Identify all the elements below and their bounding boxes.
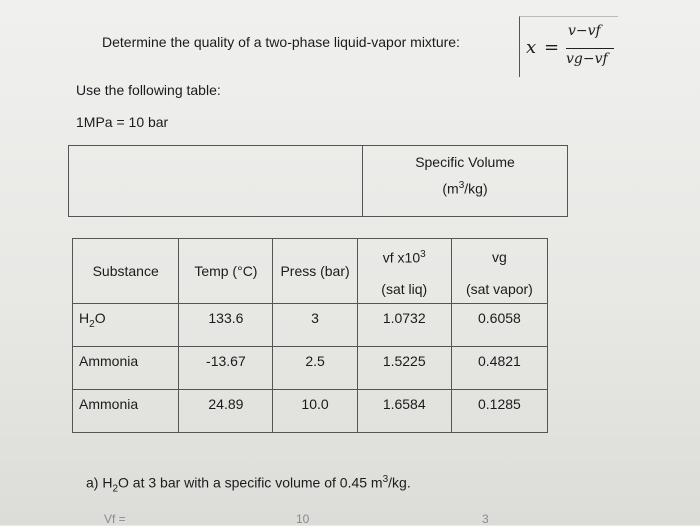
header-box-specific-volume-cell xyxy=(363,146,568,217)
cell-temp: -13.67 xyxy=(179,347,273,390)
header-vg: vg xyxy=(451,239,547,276)
instruction-text: Use the following table: xyxy=(76,82,221,98)
cell-substance: Ammonia xyxy=(73,390,179,433)
property-table xyxy=(72,238,548,433)
cell-substance: $H_2O$ xyxy=(73,304,179,347)
cell-vf: 1.5225 xyxy=(357,347,451,390)
cell-press: 3 xyxy=(273,304,357,347)
header-vf-sub: (sat liq) xyxy=(357,275,451,304)
header-box-empty-cell xyxy=(69,146,363,217)
formula-equals: = xyxy=(544,37,560,58)
question-a: a) $H_2O$ at 3 bar with a specific volume of 0.45 $m^3/kg$. xyxy=(86,474,411,495)
cell-temp: 24.89 xyxy=(179,390,273,433)
table-row xyxy=(73,304,548,347)
truncated-digit: 3 xyxy=(482,512,489,526)
formula-fraction-bar xyxy=(566,48,614,49)
specific-volume-header-box xyxy=(68,145,568,217)
formula-denominator: vg−vf xyxy=(566,51,608,67)
table-header-row xyxy=(73,239,548,276)
cell-press: 10.0 xyxy=(273,390,357,433)
cell-temp: 133.6 xyxy=(179,304,273,347)
table-row xyxy=(73,347,548,390)
table-row xyxy=(73,390,548,433)
quality-formula xyxy=(519,16,618,77)
cell-press: 2.5 xyxy=(273,347,357,390)
specific-volume-label: Specific Volume xyxy=(415,154,515,170)
cell-vg: 0.4821 xyxy=(451,347,547,390)
truncated-number: 10 xyxy=(296,512,310,526)
formula-lhs: x xyxy=(526,37,537,58)
header-substance: Substance xyxy=(73,239,179,304)
header-press: Press (bar) xyxy=(273,239,357,304)
header-vg-sub: (sat vapor) xyxy=(451,275,547,304)
formula-numerator: v−vf xyxy=(568,23,601,39)
header-vf: vf $x10^3$ xyxy=(357,239,451,276)
cell-vg: 0.1285 xyxy=(451,390,547,433)
cell-vg: 0.6058 xyxy=(451,304,547,347)
cell-substance: Ammonia xyxy=(73,347,179,390)
header-temp: Temp (°C) xyxy=(179,239,273,304)
cell-vf: 1.6584 xyxy=(357,390,451,433)
cell-vf: 1.0732 xyxy=(357,304,451,347)
truncated-vf-text: Vf = xyxy=(104,512,126,526)
specific-volume-unit: $(m^3/kg)$ xyxy=(442,180,488,197)
unit-conversion-text: 1MPa = 10 bar xyxy=(76,114,169,130)
problem-title: Determine the quality of a two-phase liquid-vapor mixture: xyxy=(102,34,460,50)
